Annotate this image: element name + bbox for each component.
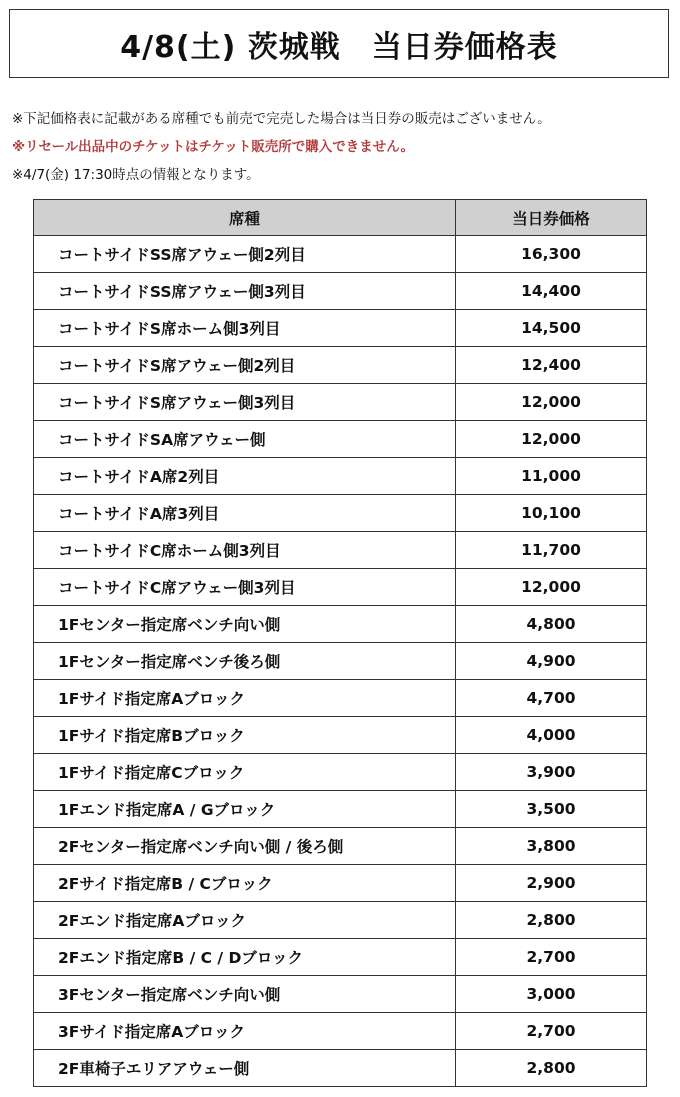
- seat-type-cell: 1Fサイド指定席Cブロック: [34, 754, 456, 791]
- column-header-price: 当日券価格: [456, 200, 647, 236]
- table-row: [34, 606, 647, 643]
- price-cell: 11,000: [456, 458, 647, 495]
- price-cell: 3,900: [456, 754, 647, 791]
- title-box: [9, 9, 669, 78]
- price-table: [33, 199, 647, 1087]
- price-cell: 4,800: [456, 606, 647, 643]
- seat-type-cell: コートサイドS席ホーム側3列目: [34, 310, 456, 347]
- table-row: [34, 680, 647, 717]
- seat-type-cell: コートサイドSS席アウェー側2列目: [34, 236, 456, 273]
- seat-type-cell: 1Fエンド指定席A / Gブロック: [34, 791, 456, 828]
- seat-type-cell: 3Fセンター指定席ベンチ向い側: [34, 976, 456, 1013]
- table-row: [34, 421, 647, 458]
- table-row: [34, 384, 647, 421]
- table-row: [34, 310, 647, 347]
- price-cell: 16,300: [456, 236, 647, 273]
- price-cell: 2,900: [456, 865, 647, 902]
- price-cell: 2,800: [456, 1050, 647, 1087]
- seat-type-cell: 2F車椅子エリアアウェー側: [34, 1050, 456, 1087]
- price-cell: 12,000: [456, 421, 647, 458]
- price-cell: 2,700: [456, 939, 647, 976]
- price-cell: 14,400: [456, 273, 647, 310]
- table-row: [34, 569, 647, 606]
- seat-type-cell: コートサイドSS席アウェー側3列目: [34, 273, 456, 310]
- price-cell: 14,500: [456, 310, 647, 347]
- price-cell: 12,400: [456, 347, 647, 384]
- table-row: [34, 976, 647, 1013]
- price-cell: 4,700: [456, 680, 647, 717]
- table-row: [34, 902, 647, 939]
- table-row: [34, 236, 647, 273]
- price-cell: 4,000: [456, 717, 647, 754]
- seat-type-cell: コートサイドS席アウェー側3列目: [34, 384, 456, 421]
- table-header-row: [34, 200, 647, 236]
- table-row: [34, 791, 647, 828]
- page-title: 4/8(土) 茨城戦 当日券価格表: [120, 29, 558, 65]
- price-cell: 3,800: [456, 828, 647, 865]
- seat-type-cell: 1Fサイド指定席Bブロック: [34, 717, 456, 754]
- seat-type-cell: コートサイドC席ホーム側3列目: [34, 532, 456, 569]
- seat-type-cell: コートサイドS席アウェー側2列目: [34, 347, 456, 384]
- table-row: [34, 495, 647, 532]
- price-cell: 2,800: [456, 902, 647, 939]
- table-row: [34, 865, 647, 902]
- table-row: [34, 754, 647, 791]
- seat-type-cell: 2Fサイド指定席B / Cブロック: [34, 865, 456, 902]
- seat-type-cell: コートサイドC席アウェー側3列目: [34, 569, 456, 606]
- seat-type-cell: 2Fエンド指定席Aブロック: [34, 902, 456, 939]
- seat-type-cell: 1Fセンター指定席ベンチ向い側: [34, 606, 456, 643]
- table-body: [34, 236, 647, 1087]
- table-row: [34, 458, 647, 495]
- notes: [12, 108, 672, 192]
- table-row: [34, 1050, 647, 1087]
- table-row: [34, 717, 647, 754]
- table-row: [34, 939, 647, 976]
- seat-type-cell: 1Fセンター指定席ベンチ後ろ側: [34, 643, 456, 680]
- price-cell: 12,000: [456, 384, 647, 421]
- table-row: [34, 532, 647, 569]
- note-info-time: ※4/7(金) 17:30時点の情報となります。: [12, 167, 260, 183]
- price-cell: 3,500: [456, 791, 647, 828]
- seat-type-cell: 2Fエンド指定席B / C / Dブロック: [34, 939, 456, 976]
- seat-type-cell: コートサイドA席3列目: [34, 495, 456, 532]
- table-row: [34, 1013, 647, 1050]
- seat-type-cell: 2Fセンター指定席ベンチ向い側 / 後ろ側: [34, 828, 456, 865]
- table-row: [34, 347, 647, 384]
- price-cell: 12,000: [456, 569, 647, 606]
- note-soldout: ※下記価格表に記載がある席種でも前売で完売した場合は当日券の販売はございません。: [12, 111, 551, 127]
- seat-type-cell: 3Fサイド指定席Aブロック: [34, 1013, 456, 1050]
- table-row: [34, 273, 647, 310]
- seat-type-cell: コートサイドA席2列目: [34, 458, 456, 495]
- price-cell: 3,000: [456, 976, 647, 1013]
- note-resale-warning: ※リセール出品中のチケットはチケット販売所で購入できません。: [12, 139, 415, 155]
- price-cell: 10,100: [456, 495, 647, 532]
- seat-type-cell: コートサイドSA席アウェー側: [34, 421, 456, 458]
- table-row: [34, 828, 647, 865]
- price-cell: 4,900: [456, 643, 647, 680]
- price-cell: 11,700: [456, 532, 647, 569]
- price-cell: 2,700: [456, 1013, 647, 1050]
- column-header-seat: 席種: [34, 200, 456, 236]
- table-row: [34, 643, 647, 680]
- seat-type-cell: 1Fサイド指定席Aブロック: [34, 680, 456, 717]
